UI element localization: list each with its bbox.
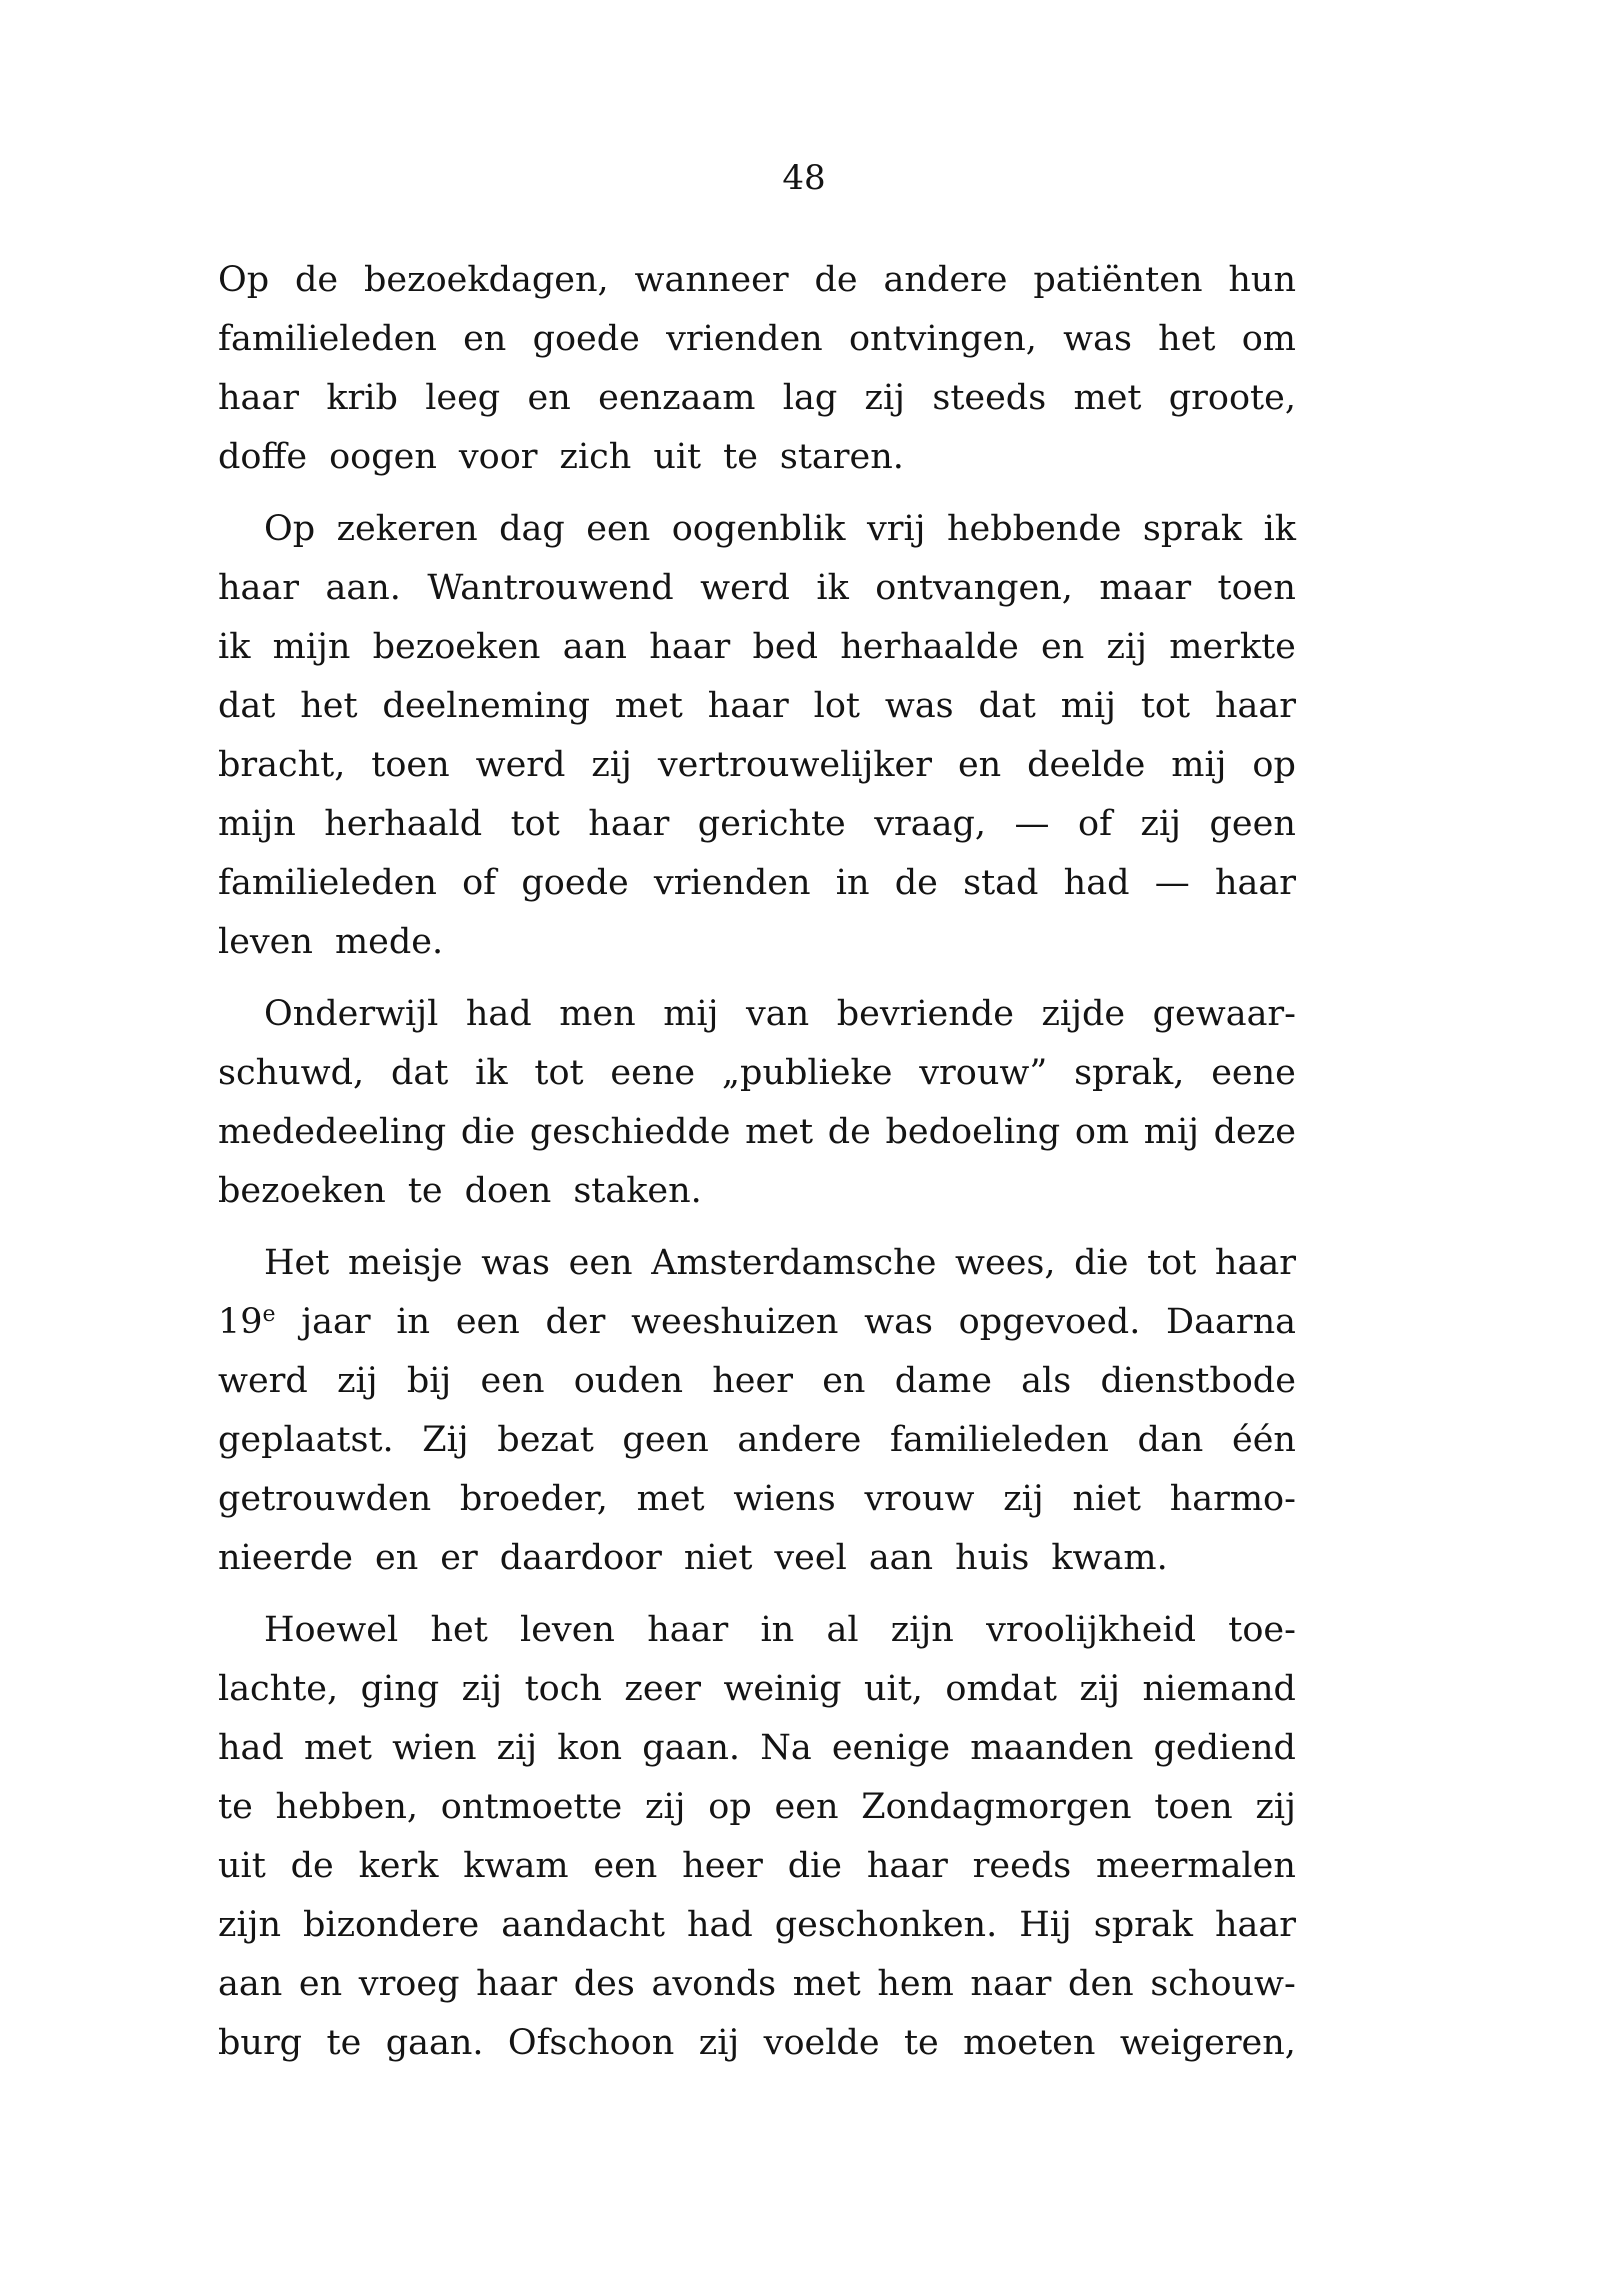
word: een: [455, 1302, 520, 1342]
text-line: [218, 1660, 1296, 1719]
word: had: [686, 1905, 753, 1945]
word: Onderwijl: [264, 994, 439, 1034]
word: des: [573, 1964, 635, 2004]
word: lachte,: [218, 1669, 339, 1709]
word: wanneer: [634, 260, 789, 300]
word: de: [290, 1846, 334, 1886]
word: der: [545, 1302, 606, 1342]
text-line: [218, 1162, 1296, 1221]
word: mededeeling: [218, 1112, 447, 1152]
word: zij: [645, 1787, 686, 1827]
word: zij: [337, 1361, 378, 1401]
word: zij: [496, 1728, 538, 1768]
word: hem: [877, 1964, 954, 2004]
word: merkte: [1169, 627, 1296, 667]
word: zeer: [624, 1669, 701, 1709]
text-line: [218, 1837, 1296, 1896]
word: mijn: [272, 627, 351, 667]
word: al: [826, 1610, 859, 1650]
word: het: [300, 686, 358, 726]
word: haar: [1214, 686, 1296, 726]
word: heer: [712, 1361, 793, 1401]
word: in: [835, 863, 870, 903]
word: bevriende: [836, 994, 1014, 1034]
word: Wantrouwend: [427, 568, 674, 608]
word: dienstbode: [1100, 1361, 1296, 1401]
word: vraag,: [874, 804, 987, 844]
word: moeten: [963, 2023, 1096, 2063]
word: Hij: [1019, 1905, 1072, 1945]
text-line: [218, 1103, 1296, 1162]
word: te: [407, 1171, 443, 1211]
word: geschonken.: [774, 1905, 998, 1945]
word: hebben,: [275, 1787, 418, 1827]
word: aan: [562, 627, 627, 667]
word: harmo-: [1169, 1479, 1296, 1519]
word: Op: [218, 260, 270, 300]
word: Op: [264, 509, 316, 549]
text-line: [218, 1778, 1296, 1837]
word: bezoekdagen,: [364, 260, 609, 300]
text-line: [218, 1601, 1296, 1660]
word: hebbende: [947, 509, 1122, 549]
word: haar: [218, 568, 300, 608]
text-line: [218, 500, 1296, 559]
word: burg: [218, 2023, 303, 2063]
word: en: [527, 378, 571, 418]
text-line: [218, 428, 1296, 487]
word: bizondere: [303, 1905, 480, 1945]
word: herhaalde: [840, 627, 1019, 667]
word: opgevoed.: [958, 1302, 1141, 1342]
word: een: [593, 1846, 658, 1886]
word: deze: [1213, 1112, 1296, 1152]
word: vrouw”: [919, 1053, 1048, 1093]
word: mijn: [218, 804, 296, 844]
word: uit,: [863, 1669, 923, 1709]
word: van: [746, 994, 810, 1034]
word: mij: [663, 994, 719, 1034]
word: met: [745, 1112, 814, 1152]
word: was: [864, 1302, 933, 1342]
word: weeshuizen: [631, 1302, 839, 1342]
word: vrienden: [666, 319, 823, 359]
word: staken.: [573, 1171, 702, 1211]
word: vertrouwelijker: [657, 745, 933, 785]
text-line: [218, 795, 1296, 854]
word: nieerde: [218, 1538, 354, 1578]
word: staren.: [779, 437, 904, 477]
word: met: [792, 1964, 861, 2004]
word: ontvingen,: [848, 319, 1037, 359]
word: de: [814, 260, 858, 300]
word: Zondagmorgen: [861, 1787, 1132, 1827]
word: was: [884, 686, 954, 726]
word: goede: [521, 863, 629, 903]
word: toen: [1154, 1787, 1233, 1827]
body-text: [218, 251, 1296, 2073]
word: lag: [782, 378, 838, 418]
word: die: [1074, 1243, 1129, 1283]
word: had: [1063, 863, 1130, 903]
word: meisje: [347, 1243, 463, 1283]
text-line: [218, 1719, 1296, 1778]
word: toch: [524, 1669, 602, 1709]
word: huis: [955, 1538, 1030, 1578]
word: zij: [864, 378, 906, 418]
text-line: [218, 1352, 1296, 1411]
word: avonds: [651, 1964, 777, 2004]
word: of: [1078, 804, 1113, 844]
word: was: [481, 1243, 550, 1283]
text-line: [218, 1293, 1296, 1352]
word: zijde: [1041, 994, 1126, 1034]
word: uit: [653, 437, 702, 477]
word: zij: [1003, 1479, 1044, 1519]
word: „publieke: [721, 1053, 893, 1093]
word: men: [559, 994, 636, 1034]
word: bezat: [497, 1420, 594, 1460]
word: mede.: [334, 922, 444, 962]
word: lot: [813, 686, 860, 726]
word: Ofschoon: [507, 2023, 675, 2063]
word: zijn: [218, 1905, 282, 1945]
text-line: [218, 310, 1296, 369]
word: leven: [218, 922, 313, 962]
text-line: [218, 736, 1296, 795]
word: geschiedde: [529, 1112, 731, 1152]
word: te: [903, 2023, 939, 2063]
word: dag: [499, 509, 565, 549]
word: zij: [1079, 1669, 1120, 1709]
word: andere: [883, 260, 1008, 300]
word: of: [462, 863, 497, 903]
word: de: [827, 1112, 871, 1152]
word: den: [1068, 1964, 1134, 2004]
page-number: 48: [782, 158, 826, 198]
word: werd: [475, 745, 566, 785]
word: haar: [707, 686, 789, 726]
word: andere: [737, 1420, 862, 1460]
word: haar: [1214, 863, 1296, 903]
word: vrienden: [653, 863, 811, 903]
word: sprak,: [1074, 1053, 1185, 1093]
word: dat: [218, 686, 276, 726]
word: aan: [868, 1538, 934, 1578]
word: toe-: [1228, 1610, 1296, 1650]
word: tot: [534, 1053, 584, 1093]
word: te: [326, 2023, 362, 2063]
word: en: [375, 1538, 419, 1578]
word: met: [303, 1728, 372, 1768]
word: kwam: [463, 1846, 569, 1886]
word: doen: [464, 1171, 552, 1211]
word: uit: [218, 1846, 266, 1886]
word: dat: [390, 1053, 449, 1093]
word: als: [1021, 1361, 1072, 1401]
word: ging: [360, 1669, 440, 1709]
word: dat: [978, 686, 1036, 726]
word: in: [760, 1610, 795, 1650]
text-line: [218, 1234, 1296, 1293]
word: wees,: [955, 1243, 1056, 1283]
word: leeg: [425, 378, 501, 418]
text-line: [218, 559, 1296, 618]
word: maar: [1099, 568, 1192, 608]
word: sprak: [1093, 1905, 1193, 1945]
word: die: [460, 1112, 516, 1152]
word: toen: [1217, 568, 1296, 608]
word: omdat: [945, 1669, 1057, 1709]
word: er: [440, 1538, 478, 1578]
word: bezoeken: [218, 1171, 386, 1211]
word: te: [218, 1787, 253, 1827]
word: gerichte: [697, 804, 846, 844]
text-line: [218, 1044, 1296, 1103]
word: zij: [698, 2023, 740, 2063]
word: toen: [371, 745, 450, 785]
word: bezoeken: [372, 627, 541, 667]
word: ik: [1263, 509, 1296, 549]
word: een: [586, 509, 651, 549]
word: wien: [392, 1728, 477, 1768]
word: met: [1073, 378, 1142, 418]
word: kon: [557, 1728, 623, 1768]
word: —: [1154, 863, 1190, 903]
word: zij: [1106, 627, 1148, 667]
word: niemand: [1142, 1669, 1296, 1709]
word: aan.: [325, 568, 401, 608]
word: op: [708, 1787, 752, 1827]
word: kerk: [358, 1846, 439, 1886]
word: haar: [1214, 1243, 1296, 1283]
word: Hoewel: [264, 1610, 399, 1650]
word: werd: [700, 568, 790, 608]
word: had: [465, 994, 532, 1034]
word: zekeren: [336, 509, 478, 549]
word: eenzaam: [598, 378, 756, 418]
text-line: [218, 985, 1296, 1044]
word: Daarna: [1166, 1302, 1296, 1342]
word: hun: [1228, 260, 1296, 300]
word: en: [298, 1964, 343, 2004]
text-line: [218, 913, 1296, 972]
text-line: [218, 618, 1296, 677]
word: op: [1252, 745, 1296, 785]
word: zij: [591, 745, 632, 785]
word: haar: [218, 378, 300, 418]
word: deelneming: [382, 686, 591, 726]
word: Na: [760, 1728, 812, 1768]
text-line: [218, 1470, 1296, 1529]
word: naar: [970, 1964, 1052, 2004]
word: het: [1158, 319, 1216, 359]
word: te: [723, 437, 758, 477]
word: aandacht: [501, 1905, 665, 1945]
word: ik: [816, 568, 849, 608]
word: gaan.: [385, 2023, 484, 2063]
word: groote,: [1168, 378, 1296, 418]
word: eenige: [831, 1728, 951, 1768]
word: stad: [963, 863, 1039, 903]
word: Amsterdamsche: [651, 1243, 937, 1283]
word: veel: [774, 1538, 847, 1578]
word: zich: [559, 437, 632, 477]
word: vrouw: [864, 1479, 975, 1519]
word: ouden: [573, 1361, 684, 1401]
text-line: [218, 854, 1296, 913]
word: een: [774, 1787, 839, 1827]
word: sprak: [1142, 509, 1243, 549]
word: ontmoette: [440, 1787, 623, 1827]
word: één: [1231, 1420, 1296, 1460]
word: eene: [610, 1053, 696, 1093]
word: die: [787, 1846, 842, 1886]
word: de: [894, 863, 938, 903]
word: ik: [475, 1053, 508, 1093]
word: en: [463, 319, 507, 359]
word: gaan.: [642, 1728, 741, 1768]
word: dame: [894, 1361, 992, 1401]
word: om: [1074, 1112, 1130, 1152]
word: zijn: [890, 1610, 954, 1650]
word: jaar: [301, 1302, 371, 1342]
word: steeds: [932, 378, 1047, 418]
word: de: [295, 260, 339, 300]
word: ontvangen,: [875, 568, 1073, 608]
word: was: [1063, 319, 1132, 359]
word: haar: [588, 804, 670, 844]
word: getrouwden: [218, 1479, 432, 1519]
word: gediend: [1153, 1728, 1296, 1768]
word: dan: [1137, 1420, 1204, 1460]
word: herhaald: [324, 804, 483, 844]
text-line: [218, 251, 1296, 310]
word: bed: [752, 627, 818, 667]
word: het: [430, 1610, 488, 1650]
text-line: [218, 1529, 1296, 1588]
word: om: [1241, 319, 1296, 359]
word: tot: [1140, 686, 1191, 726]
word: oogen: [329, 437, 437, 477]
word: —: [1014, 804, 1050, 844]
word: tot: [510, 804, 560, 844]
word: werd: [218, 1361, 308, 1401]
text-line: [218, 677, 1296, 736]
word: schouw-: [1150, 1964, 1296, 2004]
word: geen: [622, 1420, 709, 1460]
word: haar: [647, 1610, 729, 1650]
word: met: [614, 686, 683, 726]
word: wiens: [733, 1479, 836, 1519]
word: goede: [532, 319, 640, 359]
text-line: [218, 369, 1296, 428]
word: kwam.: [1051, 1538, 1168, 1578]
word: krib: [326, 378, 398, 418]
word: eene: [1211, 1053, 1296, 1093]
word: familieleden: [218, 863, 437, 903]
word: haar: [649, 627, 731, 667]
text-line: [218, 1896, 1296, 1955]
word: heer: [682, 1846, 763, 1886]
word: maanden: [970, 1728, 1134, 1768]
text-line: [218, 2014, 1296, 2073]
word: mij: [1060, 686, 1116, 726]
word: haar: [1214, 1905, 1296, 1945]
word: had: [218, 1728, 284, 1768]
word: haar: [866, 1846, 948, 1886]
word: vroolijkheid: [986, 1610, 1197, 1650]
word: bedoeling: [885, 1112, 1061, 1152]
word: doffe: [218, 437, 308, 477]
word: gewaar-: [1152, 994, 1296, 1034]
word: vroeg: [358, 1964, 460, 2004]
text-line: [218, 1955, 1296, 2014]
word: deelde: [1027, 745, 1146, 785]
word: niet: [683, 1538, 753, 1578]
word: zij: [1255, 1787, 1296, 1827]
text-line: [218, 1411, 1296, 1470]
word: oogenblik: [671, 509, 846, 549]
word: een: [568, 1243, 633, 1283]
word: reeds: [972, 1846, 1072, 1886]
word: niet: [1072, 1479, 1141, 1519]
word: meermalen: [1096, 1846, 1296, 1886]
word: haar: [476, 1964, 558, 2004]
word: zij: [461, 1669, 503, 1709]
word: 19e: [218, 1302, 276, 1342]
word: bij: [406, 1361, 452, 1401]
word: familieleden: [890, 1420, 1109, 1460]
word: aan: [218, 1964, 283, 2004]
word: in: [396, 1302, 431, 1342]
word: Het: [264, 1243, 330, 1283]
word: weinig: [723, 1669, 842, 1709]
word: een: [480, 1361, 545, 1401]
word: vrij: [866, 509, 926, 549]
word: voor: [458, 437, 538, 477]
word: broeder,: [459, 1479, 608, 1519]
word: familieleden: [218, 319, 437, 359]
word: met: [636, 1479, 705, 1519]
word: voelde: [763, 2023, 880, 2063]
word: tot: [1147, 1243, 1197, 1283]
word: daardoor: [499, 1538, 662, 1578]
word: en: [957, 745, 1002, 785]
word: en: [822, 1361, 866, 1401]
word: en: [1041, 627, 1085, 667]
word: patiënten: [1033, 260, 1203, 300]
word: mij: [1143, 1112, 1199, 1152]
word: leven: [520, 1610, 615, 1650]
word: weigeren,: [1119, 2023, 1296, 2063]
word: schuwd,: [218, 1053, 365, 1093]
word: ik: [218, 627, 251, 667]
word: mij: [1171, 745, 1227, 785]
word: Zij: [422, 1420, 469, 1460]
word: bracht,: [218, 745, 346, 785]
word: zij: [1140, 804, 1182, 844]
word: geplaatst.: [218, 1420, 394, 1460]
word: geen: [1209, 804, 1296, 844]
